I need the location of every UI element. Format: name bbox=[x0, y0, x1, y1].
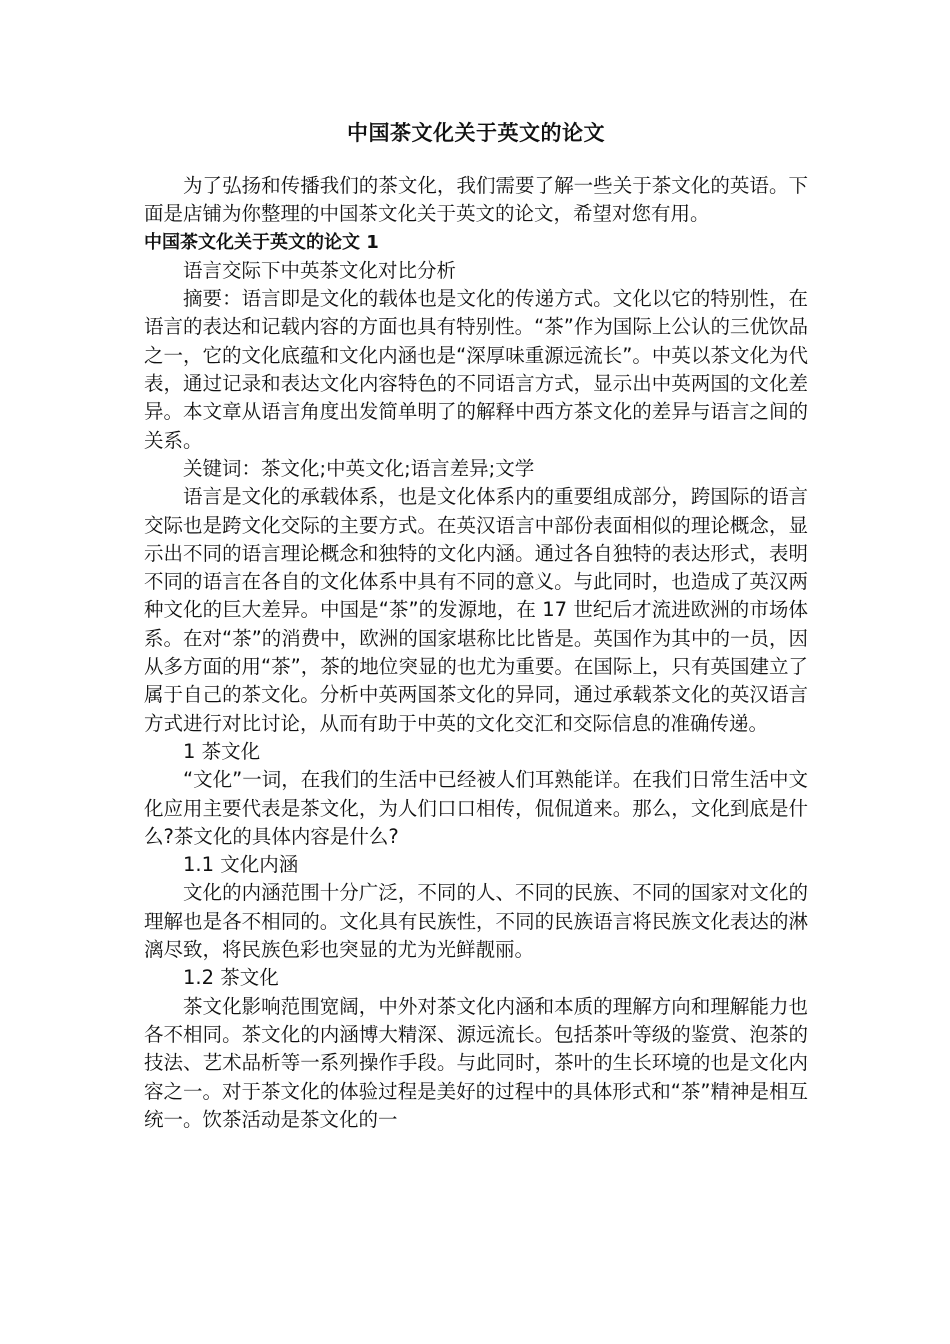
article-title: 语言交际下中英茶文化对比分析 bbox=[183, 258, 457, 282]
keywords-line: 关键词：茶文化;中英文化;语言差异;文学 bbox=[183, 456, 535, 480]
paragraph-cultural-connotation: 文化的内涵范围十分广泛，不同的人、不同的民族、不同的国家对文化的理解也是各不相同的。文化具有民族性，不同的民族语言将民族文化表达的淋漓尽致，将民族色彩也突显的尤为光鲜靓丽。 bbox=[144, 881, 808, 962]
paragraph-tea-culture: “文化”一词，在我们的生活中已经被人们耳熟能详。在我们日常生活中文化应用主要代表是茶文化，为人们口口相传，侃侃道来。那么，文化到底是什么?茶文化的具体内容是什么? bbox=[144, 768, 808, 848]
subheading-tea-culture-1-2: 1.2 茶文化 bbox=[183, 966, 279, 990]
subheading-tea-culture: 1 茶文化 bbox=[183, 739, 261, 763]
subheading-cultural-connotation: 1.1 文化内涵 bbox=[183, 853, 299, 877]
document-title: 中国茶文化关于英文的论文 bbox=[347, 121, 605, 145]
paragraph-tea-culture-1-2: 茶文化影响范围宽阔，中外对茶文化内涵和本质的理解方向和理解能力也各不相同。茶文化的内涵博大精深、源远流长。包括茶叶等级的鉴赏、泡茶的技法、艺术品析等一系列操作手段。与此同时，茶叶的生长环境的也是文化内容之一。对于茶文化的体验过程是美好的过程中的具体形式和“茶”精神是相互统一。饮茶活动是茶文化的一 bbox=[144, 994, 808, 1131]
abstract-paragraph: 摘要：语言即是文化的载体也是文化的传递方式。文化以它的特别性，在语言的表达和记载内容的方面也具有特别性。“茶”作为国际上公认的三优饮品之一，它的文化底蕴和文化内涵也是“深厚味重源远流长”。中英以茶文化为代表，通过记录和表达文化内容特色的不同语言方式，显示出中英两国的文化差异。本文章从语言角度出发简单明了的解释中西方茶文化的差异与语言之间的关系。 bbox=[144, 287, 808, 452]
intro-paragraph: 为了弘扬和传播我们的茶文化，我们需要了解一些关于茶文化的英语。下面是店铺为你整理的中国茶文化关于英文的论文，希望对您有用。 bbox=[144, 174, 808, 226]
section-heading: 中国茶文化关于英文的论文 1 bbox=[144, 231, 379, 253]
document-page bbox=[144, 116, 808, 1134]
body-paragraph: 语言是文化的承载体系，也是文化体系内的重要组成部分，跨国际的语言交际也是跨文化交际的主要方式。在英汉语言中部份表面相似的理论概念，显示出不同的语言理论概念和独特的文化内涵。通过各自独特的表达形式，表明不同的语言在各自的文化体系中具有不同的意义。与此同时，也造成了英汉两种文化的巨大差异。中国是“茶”的发源地，在 17 世纪后才流进欧洲的市场体系。在对“茶”的消费中，欧洲的国家堪称比比皆是。英国作为其中的一员，因从多方面的用“茶”，茶的地位突显的也尤为重要。在国际上，只有英国建立了属于自己的茶文化。分析中英两国茶文化的异同，通过承载茶文化的英汉语言方式进行对比讨论，从而有助于中英的文化交汇和交际信息的准确传递。 bbox=[144, 485, 808, 735]
